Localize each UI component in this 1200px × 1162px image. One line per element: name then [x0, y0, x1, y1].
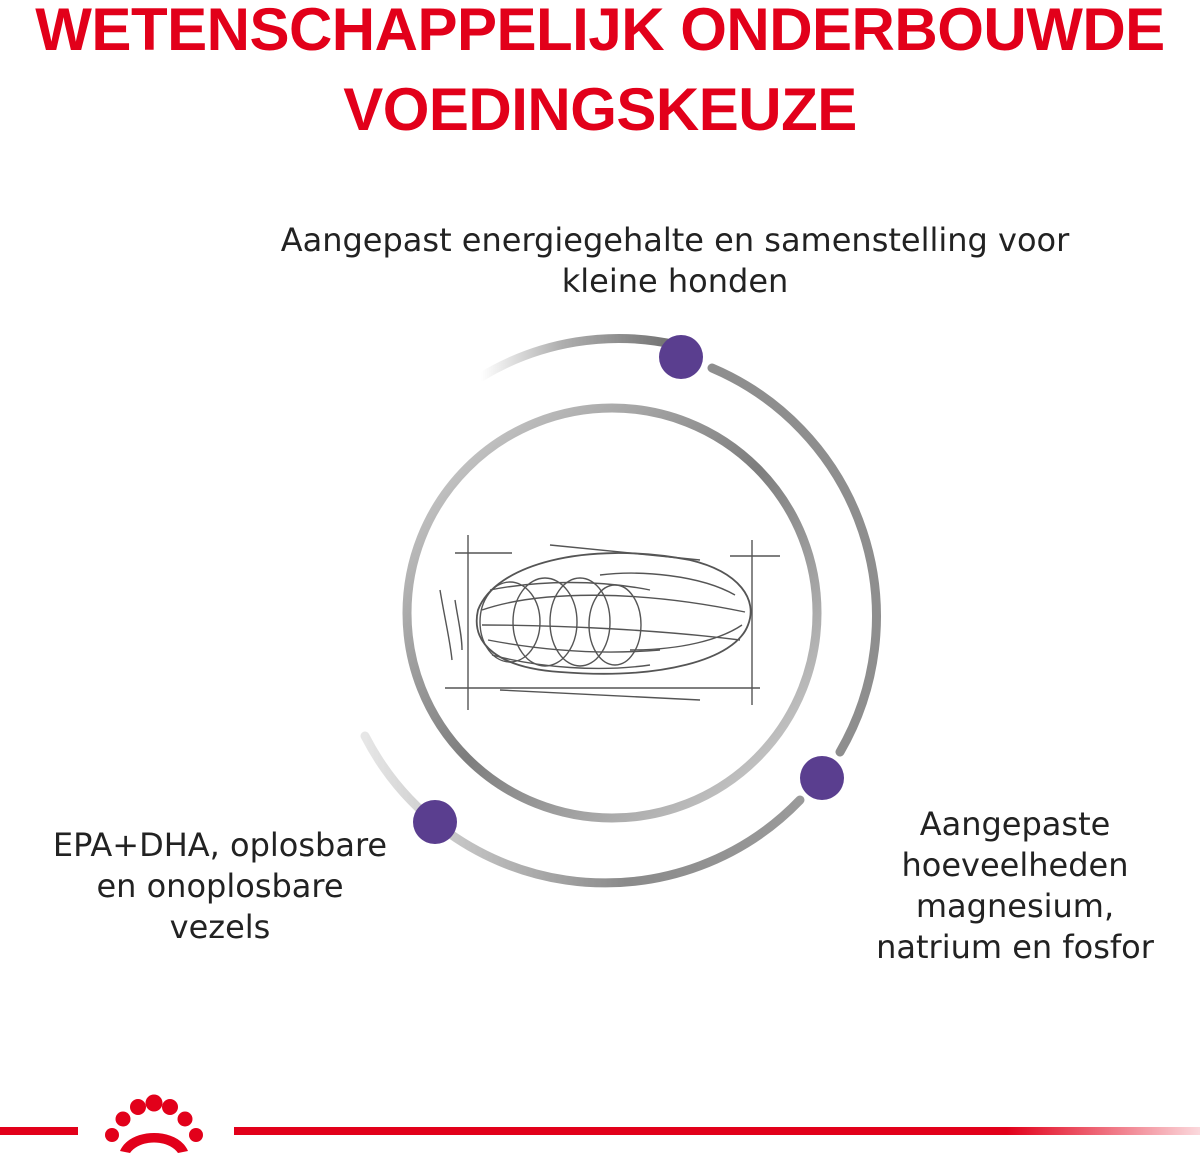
- bullet-dot-top: [659, 335, 703, 379]
- benefit-fibres-line-2: en onoplosbare: [96, 867, 344, 905]
- benefit-fibres-text: [30, 825, 410, 948]
- footer-divider-left: [0, 1127, 78, 1135]
- outer-arc-right: [712, 368, 876, 752]
- kibble-sketch-icon: [440, 535, 780, 710]
- benefit-minerals-line-3: magnesium,: [915, 887, 1115, 925]
- benefit-energy-line-2: kleine honden: [561, 262, 789, 300]
- benefit-minerals-line-2: hoeveelheden: [901, 846, 1129, 884]
- benefit-energy-line-1: Aangepast energiegehalte en samenstelling voor: [280, 221, 1070, 259]
- page-title-line-1: WETENSCHAPPELIJK ONDERBOUWDE: [35, 0, 1165, 63]
- bullet-dot-right: [800, 756, 844, 800]
- benefit-energy-text: [240, 220, 1110, 302]
- benefit-fibres-line-3: vezels: [169, 908, 271, 946]
- benefit-minerals-line-1: Aangepaste: [919, 805, 1111, 843]
- page-title-line-2: VOEDINGSKEUZE: [343, 76, 857, 143]
- benefit-minerals-line-4: natrium en fosfor: [876, 928, 1154, 966]
- benefit-minerals-text: [860, 804, 1170, 968]
- royal-canin-crown-logo-icon: [86, 1093, 218, 1159]
- bullet-dot-left: [413, 800, 457, 844]
- outer-arc-top: [481, 338, 677, 377]
- benefit-fibres-line-1: EPA+DHA, oplosbare: [52, 826, 388, 864]
- footer-divider-right: [234, 1127, 1200, 1135]
